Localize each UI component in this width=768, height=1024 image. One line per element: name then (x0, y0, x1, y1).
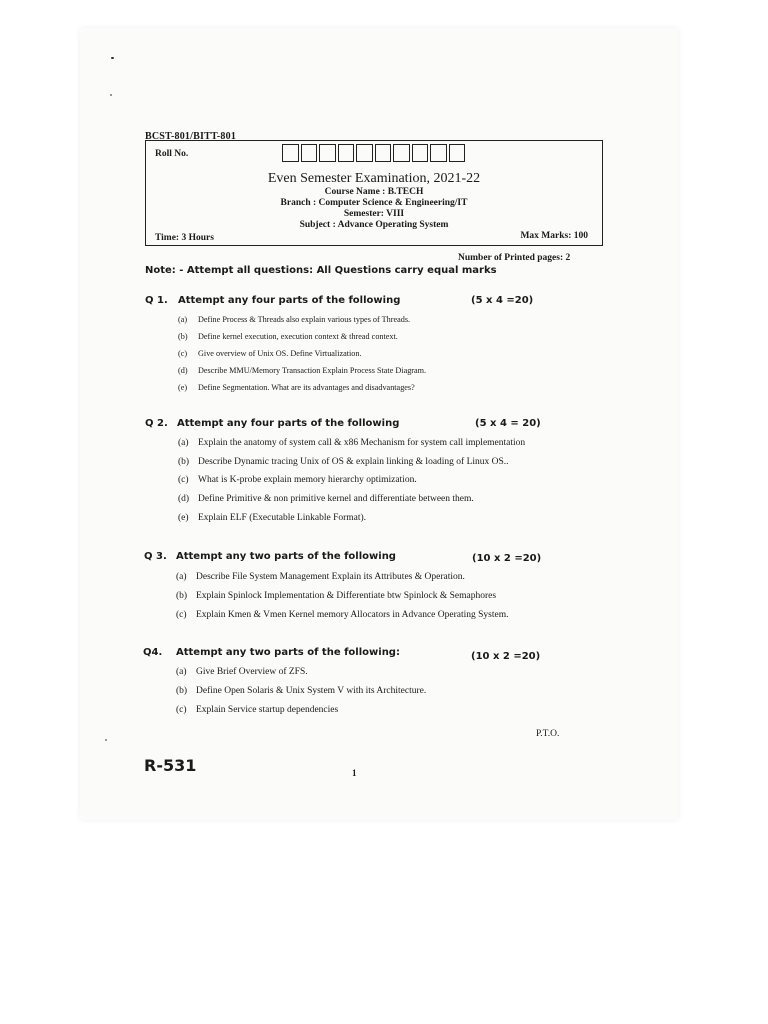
scan-speck (105, 739, 107, 741)
part-label: (a) (176, 572, 187, 582)
part-text: Give overview of Unix OS. Define Virtualization. (198, 349, 362, 358)
question-marks: (10 x 2 =20) (472, 553, 542, 564)
question-part (178, 349, 362, 358)
part-text: What is K-probe explain memory hierarchy optimization. (198, 475, 417, 485)
question-heading: Attempt any two parts of the following: (176, 647, 400, 658)
roll-number-cell (319, 144, 336, 162)
part-label: (c) (178, 349, 188, 358)
part-label: (d) (178, 366, 188, 375)
paper-serial-code: R-531 (144, 756, 197, 775)
part-label: (b) (176, 686, 188, 696)
question-part (178, 383, 415, 392)
printed-pages-count: Number of Printed pages: 2 (458, 253, 571, 263)
question-part (178, 475, 417, 485)
exam-title: Even Semester Examination, 2021-22 (267, 171, 481, 186)
max-marks: Max Marks: 100 (520, 231, 588, 241)
subject: Subject : Advance Operating System (299, 220, 449, 230)
part-text: Explain the anatomy of system call & x86 Mechanism for system call implementation (198, 438, 526, 448)
question-number: Q 2. (145, 418, 168, 429)
roll-number-cell (301, 144, 318, 162)
part-label: (c) (176, 705, 187, 715)
roll-number-cell (282, 144, 299, 162)
part-text: Explain ELF (Executable Linkable Format). (198, 513, 367, 523)
part-text: Explain Spinlock Implementation & Differentiate btw Spinlock & Semaphores (196, 591, 497, 601)
question-number: Q4. (143, 647, 163, 658)
question-heading: Attempt any four parts of the following (178, 295, 401, 306)
exam-time: Time: 3 Hours (155, 233, 214, 243)
branch: Branch : Computer Science & Engineering/IT (280, 198, 468, 208)
question-part (178, 332, 398, 341)
scan-speck (110, 94, 112, 96)
part-label: (c) (178, 475, 189, 485)
roll-number-cell (430, 144, 447, 162)
scan-speck (111, 57, 114, 59)
roll-number-cell (375, 144, 392, 162)
paper-code: BCST-801/BITT-801 (145, 131, 237, 142)
question-part (178, 315, 410, 324)
roll-number-boxes (282, 144, 467, 162)
part-text: Give Brief Overview of ZFS. (196, 667, 308, 677)
question-part (176, 705, 338, 715)
part-text: Explain Service startup dependencies (196, 705, 339, 715)
question-heading: Attempt any two parts of the following (176, 551, 396, 562)
question-part (176, 591, 496, 601)
part-label: (a) (176, 667, 187, 677)
part-text: Define Primitive & non primitive kernel and differentiate between them. (198, 494, 474, 504)
question-part (176, 572, 465, 582)
roll-number-cell (393, 144, 410, 162)
question-part (178, 438, 525, 448)
part-label: (a) (178, 438, 189, 448)
roll-number-cell (449, 144, 466, 162)
part-label: (b) (176, 591, 188, 601)
question-marks: (5 x 4 =20) (471, 295, 534, 306)
question-part (178, 366, 426, 375)
question-marks: (10 x 2 =20) (471, 651, 541, 662)
roll-number-label: Roll No. (155, 149, 189, 159)
part-label: (b) (178, 332, 188, 341)
question-part (176, 667, 308, 677)
part-label: (b) (178, 457, 190, 467)
question-number: Q 1. (145, 295, 168, 306)
part-text: Describe File System Management Explain its Attributes & Operation. (196, 572, 465, 582)
question-part (176, 686, 426, 696)
roll-number-cell (412, 144, 429, 162)
part-text: Define Open Solaris & Unix System V with its Architecture. (196, 686, 427, 696)
part-label: (d) (178, 494, 190, 504)
course-name: Course Name : B.TECH (324, 187, 424, 197)
roll-number-cell (338, 144, 355, 162)
question-part (176, 610, 508, 620)
part-label: (e) (178, 383, 188, 392)
question-heading: Attempt any four parts of the following (177, 418, 400, 429)
part-text: Define kernel execution, execution context & thread context. (198, 332, 398, 341)
question-marks: (5 x 4 = 20) (475, 418, 541, 429)
question-part (178, 513, 366, 523)
part-text: Explain Kmen & Vmen Kernel memory Allocators in Advance Operating System. (196, 610, 509, 620)
part-text: Define Segmentation. What are its advantages and disadvantages? (198, 383, 415, 392)
roll-number-cell (356, 144, 373, 162)
part-text: Describe MMU/Memory Transaction Explain Process State Diagram. (198, 366, 427, 375)
exam-header-box (145, 140, 603, 246)
question-part (178, 494, 474, 504)
page-number: 1 (352, 768, 357, 778)
question-part (178, 457, 509, 467)
please-turn-over: P.T.O. (536, 729, 560, 739)
semester: Semester: VIII (343, 209, 405, 219)
instructions-note: Note: - Attempt all questions: All Questions carry equal marks (145, 265, 497, 276)
part-label: (e) (178, 513, 189, 523)
part-text: Define Process & Threads also explain various types of Threads. (198, 315, 411, 324)
question-number: Q 3. (144, 551, 167, 562)
part-label: (a) (178, 315, 188, 324)
part-label: (c) (176, 610, 187, 620)
part-text: Describe Dynamic tracing Unix of OS & explain linking & loading of Linux OS.. (198, 457, 509, 467)
